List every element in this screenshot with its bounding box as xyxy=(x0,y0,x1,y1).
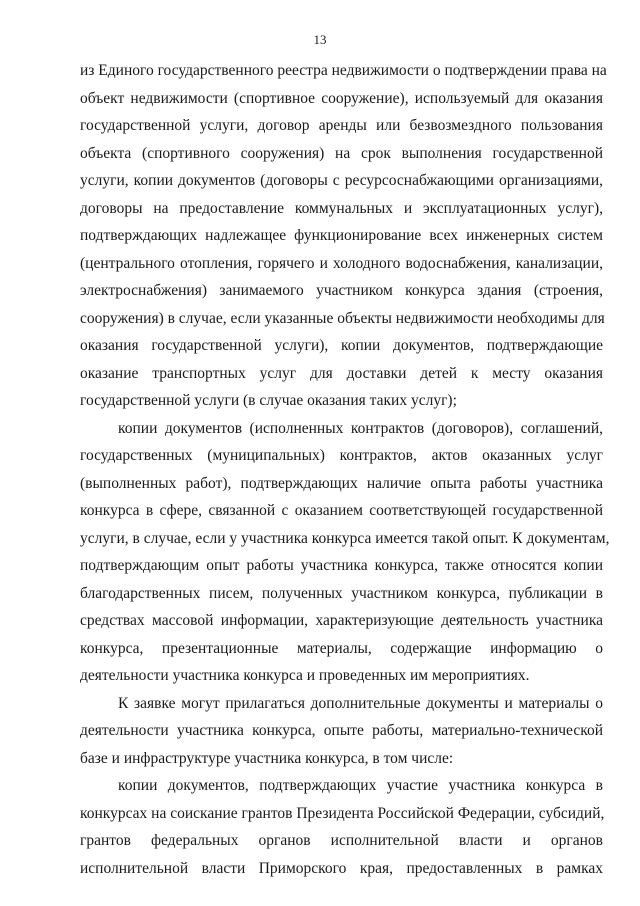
text-line: объект недвижимости (спортивное сооружение), используемый для оказания xyxy=(80,89,603,107)
text-line: услуги, копии документов (договоры с ресурсоснабжающими организациями, xyxy=(80,172,603,189)
text-line: (центрального отопления, горячего и холодного водоснабжения, канализации, xyxy=(80,254,603,272)
text-line: государственной услуги, договор аренды или безвозмездного пользования xyxy=(80,117,603,134)
text-line: сооружения) в случае, если указанные объекты недвижимости необходимы для xyxy=(80,309,605,327)
text-line: К заявке могут прилагаться дополнительные документы и материалы о xyxy=(118,694,603,712)
text-line: государственных (муниципальных) контрактов, актов оказанных услуг xyxy=(80,447,603,464)
text-line: базе и инфраструктуре участника конкурса, в том числе: xyxy=(80,749,454,767)
text-line: подтверждающих надлежащее функционирование всех инженерных систем xyxy=(80,227,603,244)
text-line: из Единого государственного реестра недвижимости о подтверждении права на xyxy=(80,62,607,79)
text-line: государственной услуги (в случае оказания таких услуг); xyxy=(80,392,457,409)
page-number: 13 xyxy=(313,32,327,47)
text-line: конкурса в сфере, связанной с оказанием соответствующей государственной xyxy=(80,502,603,519)
text-line: конкурсах на соискание грантов Президента Российской Федерации, субсидий, xyxy=(80,804,605,822)
text-line: копии документов, подтверждающих участие участника конкурса в xyxy=(118,777,603,794)
text-line: грантов федеральных органов исполнительной власти и органов xyxy=(80,832,603,849)
text-line: копии документов (исполненных контрактов (договоров), соглашений, xyxy=(118,419,603,437)
text-line: договоры на предоставление коммунальных и эксплуатационных услуг), xyxy=(80,199,603,217)
text-line: электроснабжения) занимаемого участником конкурса здания (строения, xyxy=(80,282,603,299)
text-line: средствах массовой информации, характеризующие деятельность участника xyxy=(80,612,603,629)
text-line: благодарственных писем, полученных участником конкурса, публикации в xyxy=(80,584,603,602)
text-line: оказание транспортных услуг для доставки детей к месту оказания xyxy=(80,364,603,382)
text-line: конкурса, презентационные материалы, содержащие информацию о xyxy=(80,639,603,657)
text-line: (выполненных работ), подтверждающих наличие опыта работы участника xyxy=(80,474,603,492)
body-text xyxy=(80,57,610,882)
text-line: услуги, в случае, если у участника конкурса имеется такой опыт. К документам, xyxy=(80,529,610,547)
text-line: исполнительной власти Приморского края, предоставленных в рамках xyxy=(80,859,603,877)
text-line: деятельности участника конкурса, опыте работы, материально-технической xyxy=(80,722,603,739)
text-line: деятельности участника конкурса и проведенных им мероприятиях. xyxy=(80,667,530,684)
text-line: оказания государственной услуги), копии документов, подтверждающие xyxy=(80,337,603,354)
text-line: объекта (спортивного сооружения) на срок выполнения государственной xyxy=(80,144,603,162)
text-line: подтверждающим опыт работы участника конкурса, также относятся копии xyxy=(80,557,603,574)
